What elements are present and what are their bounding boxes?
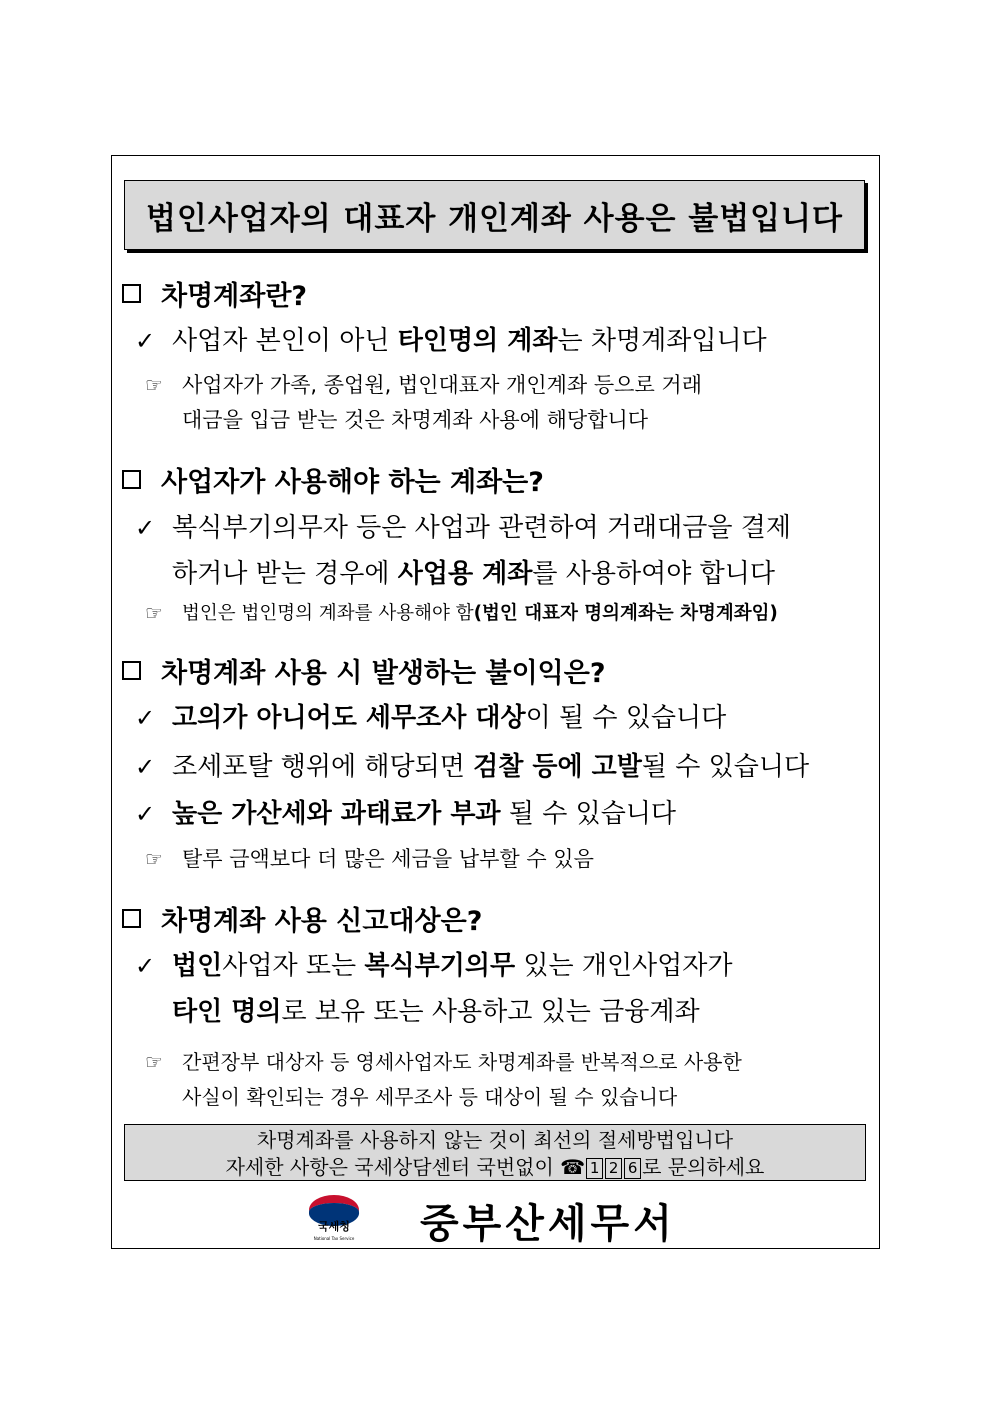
note-line [182, 1045, 870, 1080]
check-icon: ✓ [135, 753, 156, 781]
heading-text: 차명계좌 사용 시 발생하는 불이익은? [161, 658, 606, 689]
section-heading [122, 899, 482, 938]
item-text: 조세포탈 행위에 해당되면 [172, 752, 474, 782]
footer-line [125, 1154, 865, 1181]
note-text: 간편장부 대상자 등 영세사업자도 차명계좌를 반복적으로 사용한 [182, 1050, 742, 1074]
checkbox-bullet-icon [122, 284, 141, 303]
item-text: 하거나 받는 경우에 [172, 559, 398, 589]
item-text: 될 수 있습니다 [500, 799, 677, 829]
footer-box [124, 1124, 866, 1181]
item-text: 이 될 수 있습니다 [525, 703, 727, 733]
footer-text: 자세한 사항은 국세상담센터 국번없이 [225, 1155, 561, 1179]
item-line [172, 943, 870, 989]
checkbox-bullet-icon [122, 661, 141, 680]
poster-title-text: 법인사업자의 대표자 개인계좌 사용은 불법입니다 [145, 200, 844, 237]
heading-text: 차명계좌 사용 신고대상은? [161, 906, 483, 937]
item-line [172, 989, 870, 1035]
item-bold-text: 고의가 아니어도 세무조사 대상 [172, 703, 526, 733]
footer-text: 로 문의하세요 [642, 1155, 765, 1179]
note-text: 법인은 법인명의 계좌를 사용해야 함 [182, 603, 474, 624]
item-text: 로 보유 또는 사용하고 있는 금융계좌 [281, 997, 700, 1027]
item-text: 복식부기의무자 등은 사업과 관련하여 거래대금을 결제 [172, 513, 791, 543]
checkbox-bullet-icon [122, 909, 141, 928]
phone-icon: ☎ [560, 1155, 586, 1179]
logo-subtext: National Tax Service [313, 1236, 355, 1241]
pointing-hand-icon: ☞ [145, 1050, 163, 1074]
item-bold-text: 검찰 등에 고발 [473, 752, 642, 782]
checkbox-bullet-icon [122, 470, 141, 489]
section-heading [122, 274, 307, 313]
poster-title [124, 180, 865, 250]
pointing-hand-icon: ☞ [145, 373, 163, 397]
item-text: 사업자 또는 [222, 951, 365, 981]
item-bold-text: 타인명의 계좌 [397, 326, 558, 356]
note-line [182, 1080, 870, 1115]
pointing-hand-icon: ☞ [145, 847, 163, 871]
item-bold-text: 복식부기의무 [364, 951, 516, 981]
note-text: 사실이 확인되는 경우 세무조사 등 대상이 될 수 있습니다 [182, 1085, 678, 1109]
logo-text: 국세청 [318, 1220, 350, 1233]
footer-line: 차명계좌를 사용하지 않는 것이 최선의 절세방법입니다 [256, 1128, 734, 1152]
note-line [182, 368, 870, 403]
section-heading [122, 651, 606, 690]
item-bold-text: 타인 명의 [172, 997, 282, 1027]
heading-text: 차명계좌란? [161, 281, 308, 312]
phone-digit: 1 [586, 1158, 603, 1179]
taegeuk-logo-icon [303, 1188, 365, 1243]
item-text: 를 사용하여야 합니다 [532, 559, 775, 589]
note-text: 사업자가 가족, 종업원, 법인대표자 개인계좌 등으로 거래 [182, 373, 702, 397]
phone-digit: 2 [605, 1158, 622, 1179]
check-icon: ✓ [135, 514, 156, 542]
pointing-hand-icon: ☞ [145, 601, 163, 625]
check-icon: ✓ [135, 800, 156, 828]
note-text: 대금을 입금 받는 것은 차명계좌 사용에 해당합니다 [182, 408, 649, 432]
heading-text: 사업자가 사용해야 하는 계좌는? [161, 467, 544, 498]
check-icon: ✓ [135, 952, 156, 980]
section-heading [122, 460, 544, 499]
note-text: 탈루 금액보다 더 많은 세금을 납부할 수 있음 [182, 847, 594, 871]
check-icon: ✓ [135, 704, 156, 732]
item-text: 사업자 본인이 아닌 [172, 326, 398, 356]
item-text: 있는 개인사업자가 [515, 951, 733, 981]
phone-digit: 6 [624, 1158, 641, 1179]
item-line [172, 551, 870, 597]
item-text: 는 차명계좌입니다 [557, 326, 767, 356]
office-name: 중부산세무서 [420, 1201, 676, 1247]
item-text: 될 수 있습니다 [641, 752, 810, 782]
check-icon: ✓ [135, 327, 156, 355]
item-line [172, 505, 870, 551]
note-line [182, 403, 870, 438]
note-bold-text: (법인 대표자 명의계좌는 차명계좌임) [473, 603, 778, 624]
item-bold-text: 사업용 계좌 [397, 559, 533, 589]
item-bold-text: 법인 [172, 951, 223, 981]
item-bold-text: 높은 가산세와 과태료가 부과 [172, 799, 501, 829]
